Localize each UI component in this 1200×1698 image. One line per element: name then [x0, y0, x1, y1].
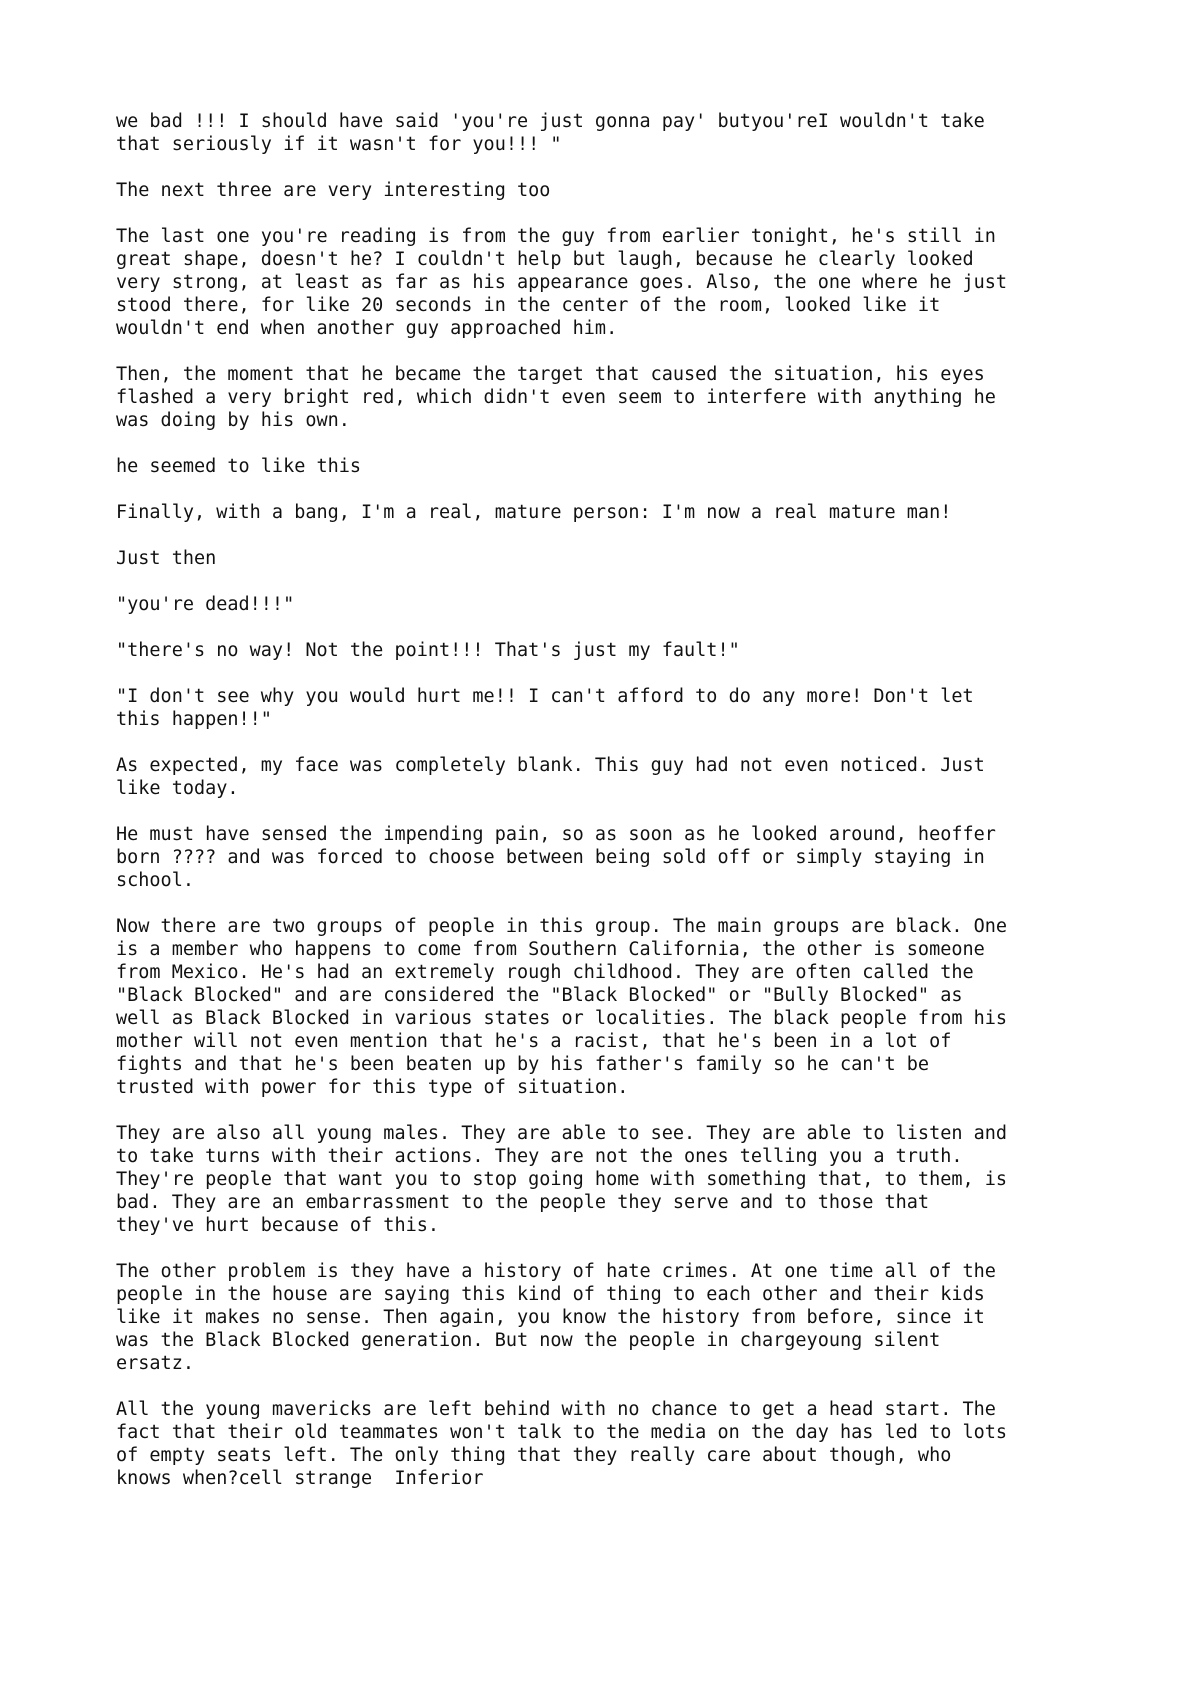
text-line: people in the house are saying this kind of thing to each other and their kids: [116, 1284, 985, 1305]
paragraph: [116, 225, 1116, 340]
text-line: fact that their old teammates won't talk to the media on the day has led to lots: [116, 1422, 1008, 1443]
paragraph: [116, 363, 1116, 432]
text-line: well as Black Blocked in various states or localities. The black people from his: [116, 1008, 1008, 1029]
text-line: fights and that he's been beaten up by his father's family so he can't be: [116, 1054, 930, 1075]
text-line: mother will not even mention that he's a racist, that he's been in a lot of: [116, 1031, 952, 1052]
paragraph: [116, 823, 1116, 892]
text-line: ersatz.: [116, 1353, 194, 1374]
text-line: great shape, doesn't he? I couldn't help but laugh, because he clearly looked: [116, 249, 974, 270]
text-line: from Mexico. He's had an extremely rough childhood. They are often called the: [116, 962, 974, 983]
paragraph: [116, 593, 1116, 616]
paragraph: [116, 754, 1116, 800]
text-line: very strong, at least as far as his appearance goes. Also, the one where he just: [116, 272, 1008, 293]
text-line: As expected, my face was completely blank. This guy had not even noticed. Just: [116, 755, 985, 776]
text-line: Finally, with a bang, I'm a real, mature person: I'm now a real mature man!: [116, 502, 952, 523]
paragraph: [116, 1122, 1116, 1237]
paragraph: [116, 685, 1116, 731]
paragraph: [116, 110, 1116, 156]
text-line: Then, the moment that he became the target that caused the situation, his eyes: [116, 364, 985, 385]
text-line: was doing by his own.: [116, 410, 350, 431]
text-line: to take turns with their actions. They are not the ones telling you a truth.: [116, 1146, 963, 1167]
text-line: like it makes no sense. Then again, you know the history from before, since it: [116, 1307, 985, 1328]
text-line: bad. They are an embarrassment to the people they serve and to those that: [116, 1192, 930, 1213]
text-line: school.: [116, 870, 194, 891]
paragraph: [116, 501, 1116, 524]
paragraph: [116, 639, 1116, 662]
text-line: "there's no way! Not the point!!! That's just my fault!": [116, 640, 740, 661]
text-line: was the Black Blocked generation. But now the people in chargeyoung silent: [116, 1330, 941, 1351]
text-line: Now there are two groups of people in this group. The main groups are black. One: [116, 916, 1008, 937]
text-line: "you're dead!!!": [116, 594, 295, 615]
text-line: like today.: [116, 778, 239, 799]
paragraph: [116, 1398, 1116, 1490]
text-line: They're people that want you to stop going home with something that, to them, is: [116, 1169, 1008, 1190]
text-line: he seemed to like this: [116, 456, 362, 477]
paragraph: [116, 455, 1116, 478]
text-line: The last one you're reading is from the guy from earlier tonight, he's still in: [116, 226, 996, 247]
text-line: All the young mavericks are left behind with no chance to get a head start. The: [116, 1399, 996, 1420]
text-line: of empty seats left. The only thing that they really care about though, who: [116, 1445, 952, 1466]
text-line: we bad !!! I should have said 'you're just gonna pay' butyou'reI wouldn't take: [116, 111, 985, 132]
text-line: The next three are very interesting too: [116, 180, 551, 201]
text-line: He must have sensed the impending pain, so as soon as he looked around, heoffer: [116, 824, 996, 845]
text-line: The other problem is they have a history of hate crimes. At one time all of the: [116, 1261, 996, 1282]
text-line: knows when?cell strange Inferior: [116, 1468, 484, 1489]
paragraph: [116, 915, 1116, 1099]
text-line: they've hurt because of this.: [116, 1215, 440, 1236]
paragraph: [116, 1260, 1116, 1375]
text-line: "I don't see why you would hurt me!! I can't afford to do any more! Don't let: [116, 686, 974, 707]
text-line: They are also all young males. They are able to see. They are able to listen and: [116, 1123, 1008, 1144]
text-line: trusted with power for this type of situation.: [116, 1077, 629, 1098]
text-line: flashed a very bright red, which didn't even seem to interfere with anything he: [116, 387, 996, 408]
text-line: is a member who happens to come from Southern California, the other is someone: [116, 939, 985, 960]
text-line: Just then: [116, 548, 217, 569]
text-line: that seriously if it wasn't for you!!! ": [116, 134, 562, 155]
text-line: stood there, for like 20 seconds in the center of the room, looked like it: [116, 295, 941, 316]
paragraph: [116, 179, 1116, 202]
paragraph: [116, 547, 1116, 570]
document-page: [116, 110, 1116, 1513]
text-line: this happen!!": [116, 709, 272, 730]
text-line: wouldn't end when another guy approached him.: [116, 318, 618, 339]
text-line: "Black Blocked" and are considered the "Black Blocked" or "Bully Blocked" as: [116, 985, 963, 1006]
text-line: born ???? and was forced to choose between being sold off or simply staying in: [116, 847, 985, 868]
